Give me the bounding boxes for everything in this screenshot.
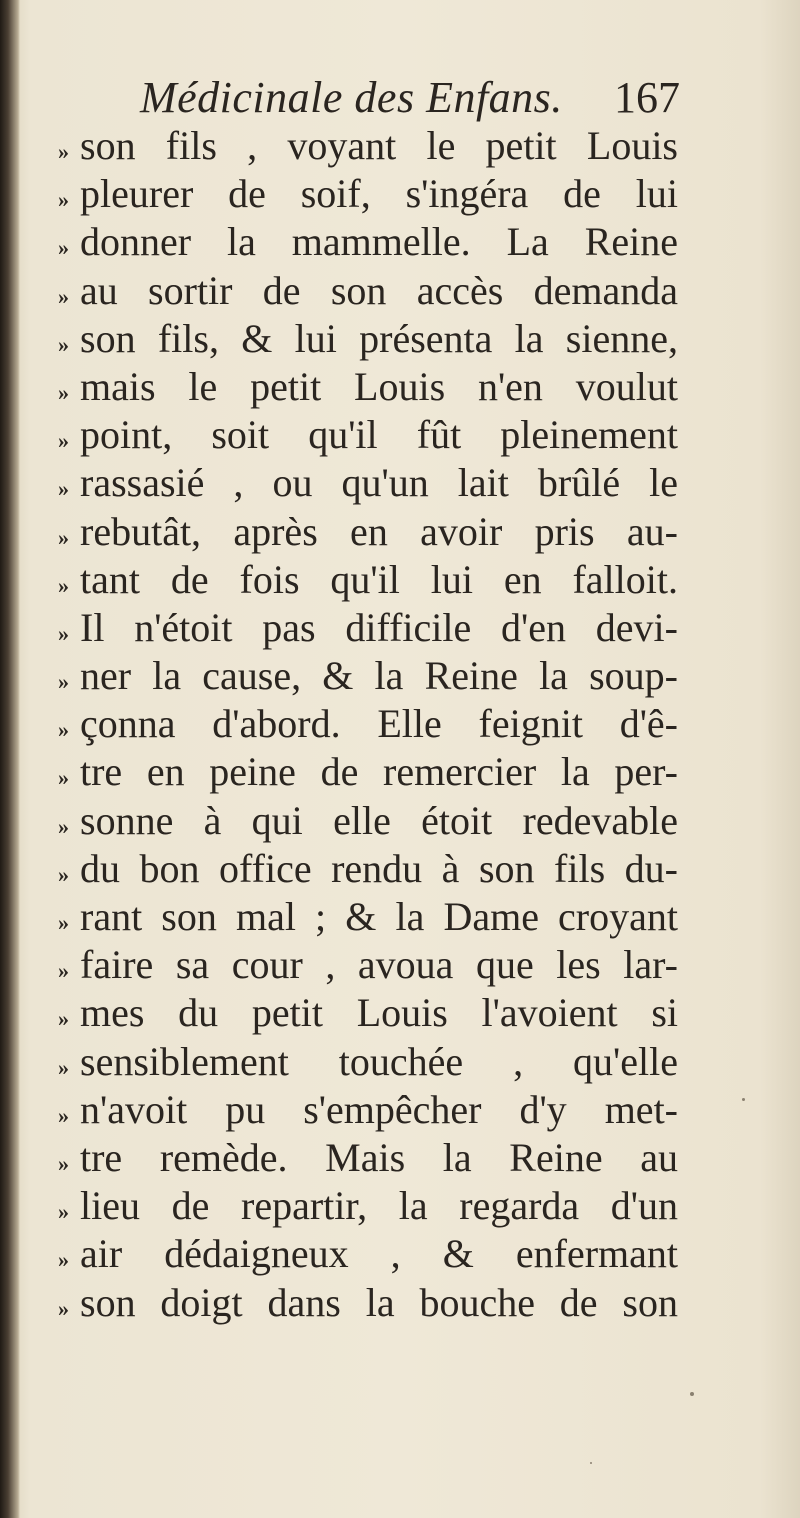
- text-line: [58, 1038, 678, 1086]
- quote-mark: »: [58, 669, 69, 695]
- quote-mark: »: [58, 958, 69, 984]
- line-text: Il n'étoit pas difficile d'en devi-: [80, 604, 678, 650]
- text-line: [58, 411, 678, 459]
- line-text: sensiblement touchée , qu'elle: [80, 1038, 678, 1084]
- quote-mark: »: [58, 283, 69, 309]
- line-text: sonne à qui elle étoit redevable: [80, 797, 678, 843]
- text-line: [58, 267, 678, 315]
- line-text: au sortir de son accès demanda: [80, 267, 678, 313]
- text-line: [58, 556, 678, 604]
- text-line: [58, 652, 678, 700]
- line-text: rebutât, après en avoir pris au-: [80, 508, 678, 554]
- line-text: son doigt dans la bouche de son: [80, 1279, 678, 1325]
- line-text: tre en peine de remercier la per-: [80, 749, 678, 795]
- quote-mark: »: [58, 1150, 69, 1176]
- body-text: [58, 122, 678, 1327]
- paper-speck: [690, 1392, 694, 1396]
- text-line: [58, 941, 678, 989]
- page-number: 167: [614, 73, 680, 122]
- line-text: son fils , voyant le petit Louis: [80, 123, 678, 168]
- quote-mark: »: [58, 1295, 69, 1321]
- line-text: mes du petit Louis l'avoient si: [80, 990, 678, 1036]
- running-title: Médicinale des Enfans.: [140, 73, 563, 122]
- quote-mark: »: [58, 428, 69, 454]
- text-line: [58, 122, 678, 170]
- text-line: [58, 1230, 678, 1278]
- line-text: mais le petit Louis n'en voulut: [80, 363, 678, 409]
- line-text: pleurer de soif, s'ingéra de lui: [80, 171, 678, 217]
- text-line: [58, 1182, 678, 1230]
- line-text: air dédaigneux , & enfermant: [80, 1231, 678, 1277]
- text-line: [58, 893, 678, 941]
- line-text: point, soit qu'il fût pleinement: [80, 412, 678, 458]
- line-text: rassasié , ou qu'un lait brûlé le: [80, 460, 678, 506]
- quote-mark: »: [58, 235, 69, 261]
- text-line: [58, 1086, 678, 1134]
- quote-mark: »: [58, 1247, 69, 1273]
- line-text: n'avoit pu s'empêcher d'y met-: [80, 1086, 678, 1132]
- text-line: [58, 315, 678, 363]
- quote-mark: »: [58, 524, 69, 550]
- paper-speck: [742, 1098, 745, 1101]
- quote-mark: »: [58, 572, 69, 598]
- text-line: [58, 508, 678, 556]
- line-text: ner la cause, & la Reine la soup-: [80, 653, 678, 699]
- text-line: [58, 845, 678, 893]
- text-line: [58, 748, 678, 796]
- text-line: [58, 363, 678, 411]
- quote-mark: »: [58, 717, 69, 743]
- quote-mark: »: [58, 187, 69, 213]
- quote-mark: »: [58, 379, 69, 405]
- binding-gutter: [0, 0, 20, 1518]
- quote-mark: »: [58, 1199, 69, 1225]
- quote-mark: »: [58, 813, 69, 839]
- quote-mark: »: [58, 1054, 69, 1080]
- page-header: [140, 68, 680, 128]
- paper-speck: [590, 1462, 592, 1464]
- quote-mark: »: [58, 1006, 69, 1032]
- text-line: [58, 1134, 678, 1182]
- line-text: du bon office rendu à son fils du-: [80, 845, 678, 891]
- text-line: [58, 1279, 678, 1327]
- quote-mark: »: [58, 331, 69, 357]
- text-line: [58, 170, 678, 218]
- quote-mark: »: [58, 861, 69, 887]
- line-text: lieu de repartir, la regarda d'un: [80, 1183, 678, 1229]
- quote-mark: »: [58, 476, 69, 502]
- line-text: çonna d'abord. Elle feignit d'ê-: [80, 701, 678, 747]
- quote-mark: »: [58, 1102, 69, 1128]
- text-line: [58, 797, 678, 845]
- quote-mark: »: [58, 910, 69, 935]
- line-text: tre remède. Mais la Reine au: [80, 1134, 678, 1180]
- text-line: [58, 700, 678, 748]
- line-text: son fils, & lui présenta la sienne,: [80, 315, 678, 361]
- line-text: rant son mal ; & la Dame croyant: [80, 894, 678, 939]
- line-text: tant de fois qu'il lui en falloit.: [80, 556, 678, 602]
- line-text: donner la mammelle. La Reine: [80, 219, 678, 265]
- text-line: [58, 218, 678, 266]
- quote-mark: »: [58, 620, 69, 646]
- text-line: [58, 459, 678, 507]
- quote-mark: »: [58, 765, 69, 791]
- text-line: [58, 604, 678, 652]
- line-text: faire sa cour , avoua que les lar-: [80, 942, 678, 988]
- quote-mark: »: [58, 139, 69, 164]
- text-line: [58, 989, 678, 1037]
